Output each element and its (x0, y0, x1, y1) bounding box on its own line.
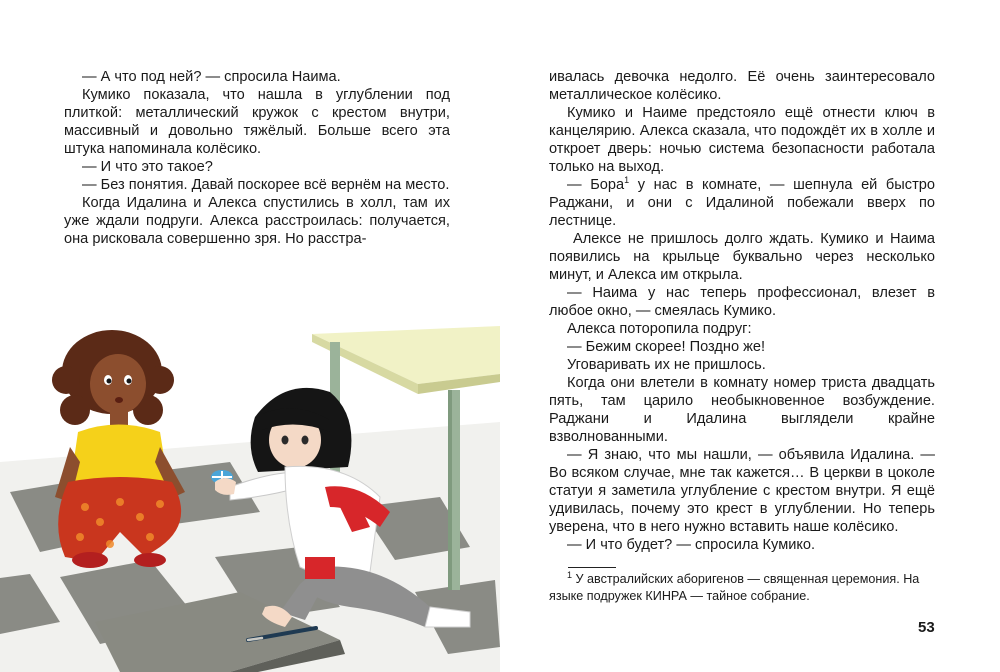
paragraph: — А что под ней? — спросила Наима. (82, 69, 341, 85)
paragraph: Кумико и Наиме предстояло ещё отнести ключ в канцелярию. Алекса сказала, что подождёт их в холле и откроет дверь: ночью система безопасности работала только на выход. (549, 105, 935, 175)
footnote (549, 571, 939, 605)
right-text-column (549, 68, 935, 554)
paragraph: Уговаривать их не пришлось. (567, 357, 766, 373)
paragraph: Когда Идалина и Алекса спустились в холл, там их уже ждали подруги. Алекса расстроилась: получается, она рисковала совершенно зря. Но расстра- (64, 195, 450, 247)
paragraph: — Я знаю, что мы нашли, — объявила Идалина. — Во всяком случае, мне так кажется… В церкви в цоколе статуи я заметила углубление с крестом внутри. Я ещё удивилась, почему это крест в углублении. Но теперь уверена, что в него нужно вставить наше колёсико. (549, 447, 935, 535)
footnote-mark: 1 (567, 569, 573, 580)
footnote-text (549, 571, 939, 605)
footnote-divider (568, 567, 616, 568)
paragraph: — И что это такое? (82, 159, 213, 175)
paragraph: — И что будет? — спросила Кумико. (567, 537, 816, 553)
paragraph: — Бежим скорее! Поздно же! (567, 339, 766, 355)
paragraph: Когда они влетели в комнату номер триста двадцать пять, там царило необыкновенное возбуждение. Раджани и Идалина выглядели крайне взволнованными. (549, 375, 935, 445)
paragraph: — Наима у нас теперь профессионал, влезет в любое окно, — смеялась Кумико. (549, 285, 935, 319)
paragraph: Алексе не пришлось долго ждать. Кумико и Наима появились на крыльце буквально через несколько минут, и Алекса им открыла. (549, 231, 935, 283)
footnote-reference[interactable]: 1 (624, 175, 630, 186)
paragraph (549, 176, 935, 230)
text-run: у нас в комнате, — шепнула ей быстро Раджани, и они с Идалиной побежали вверх по лестнице. (549, 177, 935, 229)
text-run: — Бора (567, 177, 625, 193)
illustration (0, 322, 500, 672)
footnote-body: У австралийских аборигенов — священная церемония. На языке подружек КИНРА — тайное собрание. (549, 572, 920, 603)
paragraph: Кумико показала, что нашла в углублении под плиткой: металлический кружок с крестом внутри, массивный и довольно тяжёлый. Больше всего эта штука напоминала колёсико. (64, 87, 450, 157)
paragraph: Алекса поторопила подруг: (567, 321, 752, 337)
page-number: 53 (918, 619, 935, 636)
paragraph: ивалась девочка недолго. Её очень заинтересовало металлическое колёсико. (549, 69, 935, 103)
left-text-column (64, 68, 450, 248)
paragraph: — Без понятия. Давай поскорее всё вернём на место. (82, 177, 450, 193)
